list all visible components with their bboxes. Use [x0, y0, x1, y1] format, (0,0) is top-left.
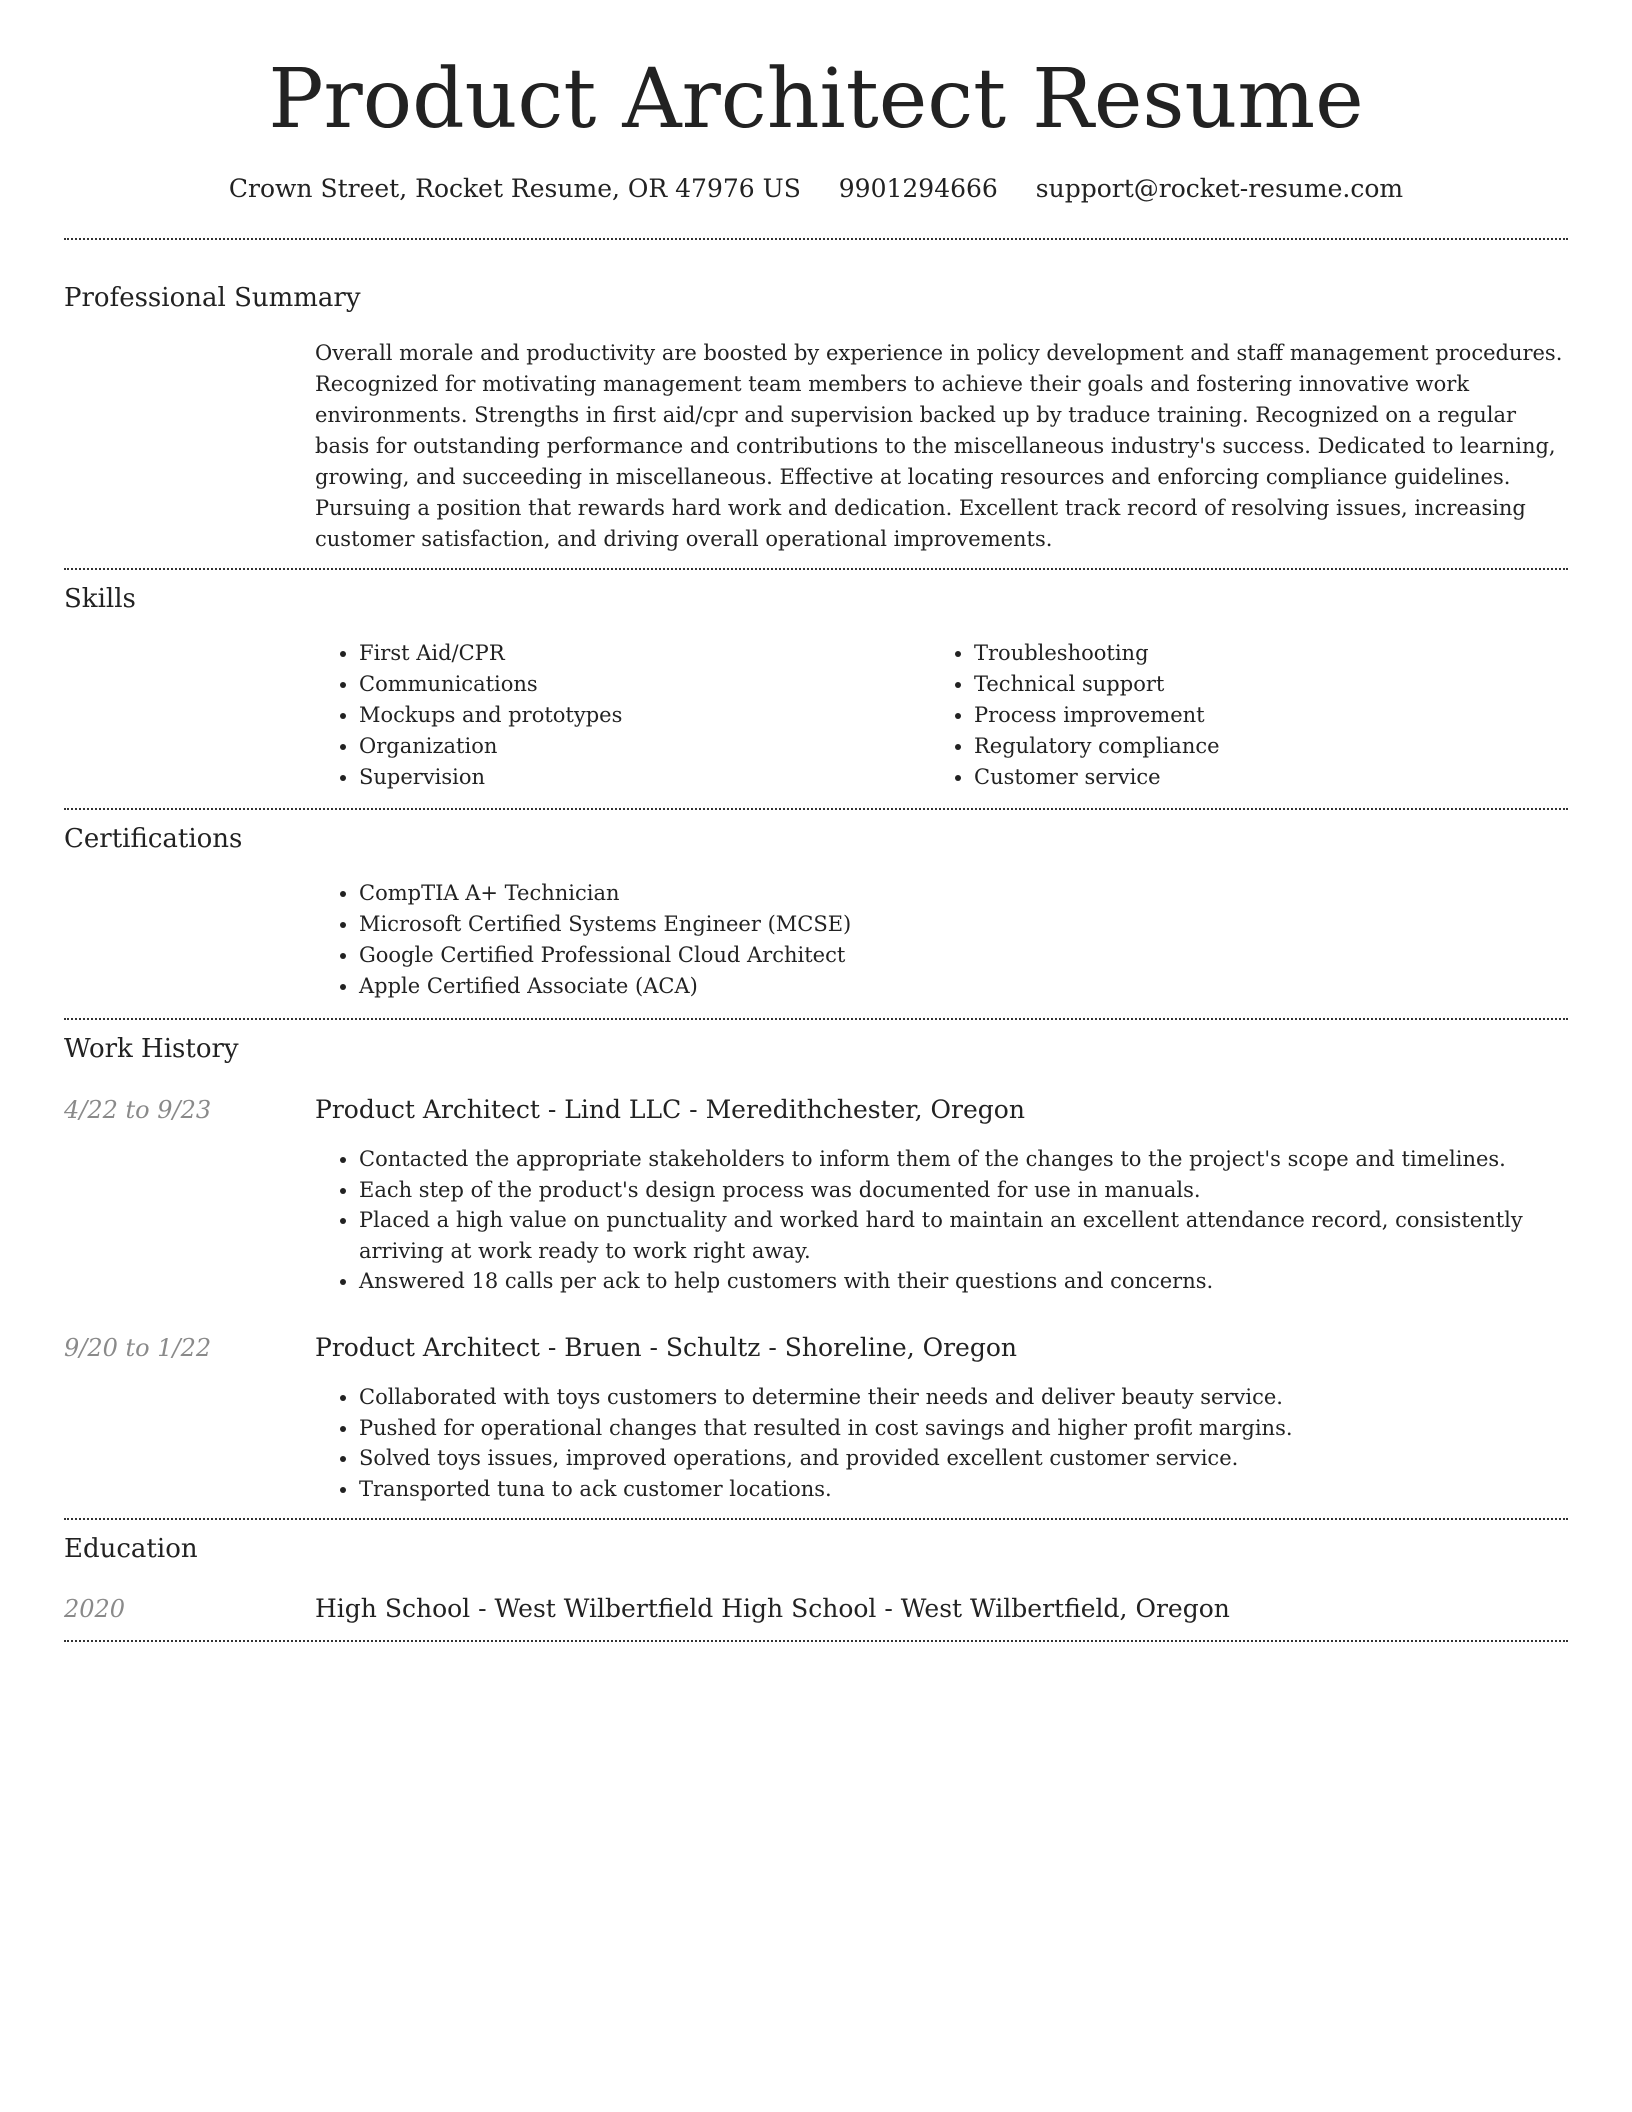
- skill-item: • Organization: [359, 731, 875, 762]
- certification-item: • Google Certified Professional Cloud Architect: [359, 940, 1565, 971]
- job-bullet: • Answered 18 calls per ack to help customers with their questions and concerns.: [359, 1266, 1565, 1297]
- divider: [64, 808, 1568, 810]
- skill-item: • Mockups and prototypes: [359, 700, 875, 731]
- address: Crown Street, Rocket Resume, OR 47976 US: [228, 174, 801, 203]
- skills-list-left: [315, 638, 875, 793]
- skill-item: • Regulatory compliance: [974, 731, 1490, 762]
- skill-item: • Communications: [359, 669, 875, 700]
- job-bullet: • Each step of the product's design process was documented for use in manuals.: [359, 1175, 1565, 1206]
- job-heading: Product Architect - Bruen - Schultz - Shoreline, Oregon: [315, 1333, 1018, 1362]
- certification-item: • CompTIA A+ Technician: [359, 878, 1565, 909]
- job-bullet: • Transported tuna to ack customer locations.: [359, 1474, 1565, 1505]
- divider: [64, 1518, 1568, 1520]
- job-bullets: [315, 1382, 1565, 1504]
- job-bullet: • Collaborated with toys customers to determine their needs and deliver beauty service.: [359, 1382, 1565, 1413]
- job-dates: 4/22 to 9/23: [64, 1096, 212, 1124]
- email: support@rocket-resume.com: [1035, 174, 1404, 203]
- job-bullet: • Pushed for operational changes that resulted in cost savings and higher profit margins.: [359, 1413, 1565, 1444]
- divider: [64, 1640, 1568, 1642]
- job-bullet: • Contacted the appropriate stakeholders to inform them of the changes to the project's scope and timelines.: [359, 1144, 1565, 1175]
- section-title-skills: Skills: [64, 584, 136, 614]
- skill-item: • First Aid/CPR: [359, 638, 875, 669]
- job-dates: 9/20 to 1/22: [64, 1334, 212, 1362]
- section-title-certifications: Certifications: [64, 824, 243, 854]
- divider: [64, 238, 1568, 240]
- education-heading: High School - West Wilbertfield High School - West Wilbertfield, Oregon: [315, 1594, 1230, 1623]
- section-title-summary: Professional Summary: [64, 283, 361, 313]
- skill-item: • Technical support: [974, 669, 1490, 700]
- skill-item: • Customer service: [974, 762, 1490, 793]
- skills-list-right: [930, 638, 1490, 793]
- job-heading: Product Architect - Lind LLC - Meredithchester, Oregon: [315, 1095, 1025, 1124]
- contact-line: [0, 172, 1632, 206]
- certifications-list: [315, 878, 1565, 1002]
- phone: 9901294666: [838, 174, 998, 203]
- job-bullet: • Placed a high value on punctuality and worked hard to maintain an excellent attendance record, consistently arriving at work ready to work right away.: [359, 1205, 1565, 1266]
- skill-item: • Troubleshooting: [974, 638, 1490, 669]
- skill-item: • Process improvement: [974, 700, 1490, 731]
- summary-text: Overall morale and productivity are boosted by experience in policy development and staff management procedures. Recognized for motivating management team members to achieve their goals and fostering innovative work environments. Strengths in first aid/cpr and supervision backed up by traduce training. Recognized on a regular basis for outstanding performance and contributions to the miscellaneous industry's success. Dedicated to learning, growing, and succeeding in miscellaneous. Effective at locating resources and enforcing compliance guidelines. Pursuing a position that rewards hard work and dedication. Excellent track record of resolving issues, increasing customer satisfaction, and driving overall operational improvements.: [315, 341, 1563, 551]
- skill-item: • Supervision: [359, 762, 875, 793]
- divider: [64, 1018, 1568, 1020]
- certification-item: • Microsoft Certified Systems Engineer (MCSE): [359, 909, 1565, 940]
- resume-title: Product Architect Resume: [268, 52, 1364, 147]
- job-bullets: [315, 1144, 1565, 1297]
- section-title-work-history: Work History: [64, 1034, 239, 1064]
- section-title-education: Education: [64, 1534, 198, 1564]
- education-year: 2020: [64, 1595, 126, 1623]
- job-bullet: • Solved toys issues, improved operations, and provided excellent customer service.: [359, 1443, 1565, 1474]
- divider: [64, 568, 1568, 570]
- certification-item: • Apple Certified Associate (ACA): [359, 971, 1565, 1002]
